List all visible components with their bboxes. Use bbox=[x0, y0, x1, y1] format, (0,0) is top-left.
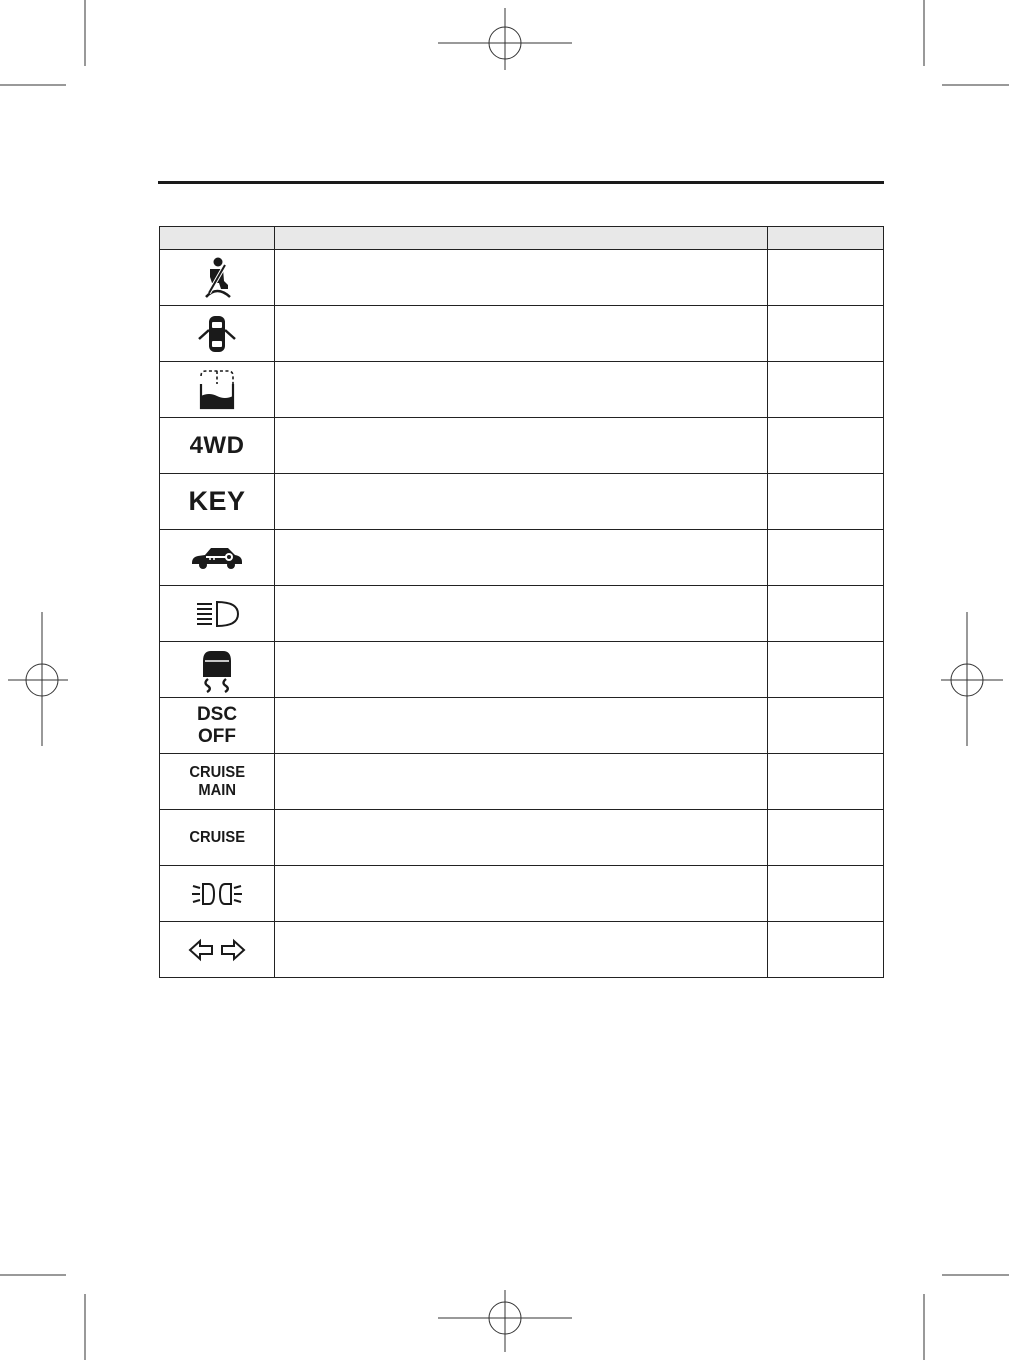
description-cell bbox=[275, 698, 768, 754]
table-row bbox=[160, 586, 884, 642]
page-cell bbox=[768, 642, 884, 698]
low-washer-fluid-icon bbox=[197, 368, 237, 412]
icon-cell bbox=[160, 810, 275, 866]
icon-cell bbox=[160, 250, 275, 306]
dsc-off-line2: OFF bbox=[198, 725, 236, 747]
page-cell bbox=[768, 698, 884, 754]
door-ajar-warning-icon bbox=[195, 313, 239, 355]
table-row bbox=[160, 810, 884, 866]
cruise-main-line2: MAIN bbox=[198, 781, 236, 799]
description-cell bbox=[275, 250, 768, 306]
description-cell bbox=[275, 642, 768, 698]
page-cell bbox=[768, 810, 884, 866]
page-cell bbox=[768, 250, 884, 306]
icon-cell bbox=[160, 922, 275, 978]
4wd-indicator-icon: 4WD bbox=[189, 431, 245, 459]
table-row bbox=[160, 922, 884, 978]
table-row bbox=[160, 754, 884, 810]
header-signal bbox=[160, 227, 275, 250]
description-cell bbox=[275, 530, 768, 586]
header-rule bbox=[158, 181, 884, 184]
key-indicator-icon: KEY bbox=[188, 486, 246, 516]
description-cell bbox=[275, 866, 768, 922]
icon-cell bbox=[160, 306, 275, 362]
page-cell bbox=[768, 922, 884, 978]
icon-cell bbox=[160, 362, 275, 418]
icon-cell bbox=[160, 698, 275, 754]
dsc-off-line1: DSC bbox=[196, 703, 238, 725]
header-page bbox=[768, 227, 884, 250]
icon-cell bbox=[160, 754, 275, 810]
page-cell bbox=[768, 586, 884, 642]
page-cell bbox=[768, 306, 884, 362]
cruise-main-line1: CRUISE bbox=[189, 763, 245, 781]
icon-cell bbox=[160, 586, 275, 642]
turn-signal-indicator-icon bbox=[188, 938, 246, 962]
icon-cell bbox=[160, 866, 275, 922]
dsc-off-indicator-icon bbox=[197, 704, 237, 748]
indicator-table bbox=[159, 226, 884, 978]
seat-belt-warning-icon bbox=[197, 257, 237, 299]
description-cell bbox=[275, 418, 768, 474]
page-cell bbox=[768, 362, 884, 418]
page-cell bbox=[768, 530, 884, 586]
page-cell bbox=[768, 866, 884, 922]
description-cell bbox=[275, 754, 768, 810]
page-cell bbox=[768, 474, 884, 530]
description-cell bbox=[275, 922, 768, 978]
icon-cell bbox=[160, 418, 275, 474]
table-row bbox=[160, 362, 884, 418]
dsc-indicator-icon bbox=[197, 647, 237, 693]
description-cell bbox=[275, 586, 768, 642]
table-row bbox=[160, 642, 884, 698]
high-beam-indicator-icon bbox=[193, 599, 241, 629]
table-row bbox=[160, 306, 884, 362]
table-header-row bbox=[160, 227, 884, 250]
description-cell bbox=[275, 810, 768, 866]
description-cell bbox=[275, 306, 768, 362]
table-row bbox=[160, 250, 884, 306]
description-cell bbox=[275, 474, 768, 530]
table-row bbox=[160, 866, 884, 922]
table-row bbox=[160, 418, 884, 474]
table-row bbox=[160, 698, 884, 754]
table-row bbox=[160, 530, 884, 586]
light-on-indicator-icon bbox=[190, 880, 244, 908]
icon-cell bbox=[160, 474, 275, 530]
page-cell bbox=[768, 418, 884, 474]
page-cell bbox=[768, 754, 884, 810]
description-cell bbox=[275, 362, 768, 418]
table-row bbox=[160, 474, 884, 530]
cruise-set-indicator-icon: CRUISE bbox=[189, 828, 245, 846]
header-description bbox=[275, 227, 768, 250]
icon-cell bbox=[160, 530, 275, 586]
icon-cell bbox=[160, 642, 275, 698]
cruise-main-indicator-icon bbox=[189, 764, 245, 800]
security-indicator-icon bbox=[190, 545, 244, 571]
